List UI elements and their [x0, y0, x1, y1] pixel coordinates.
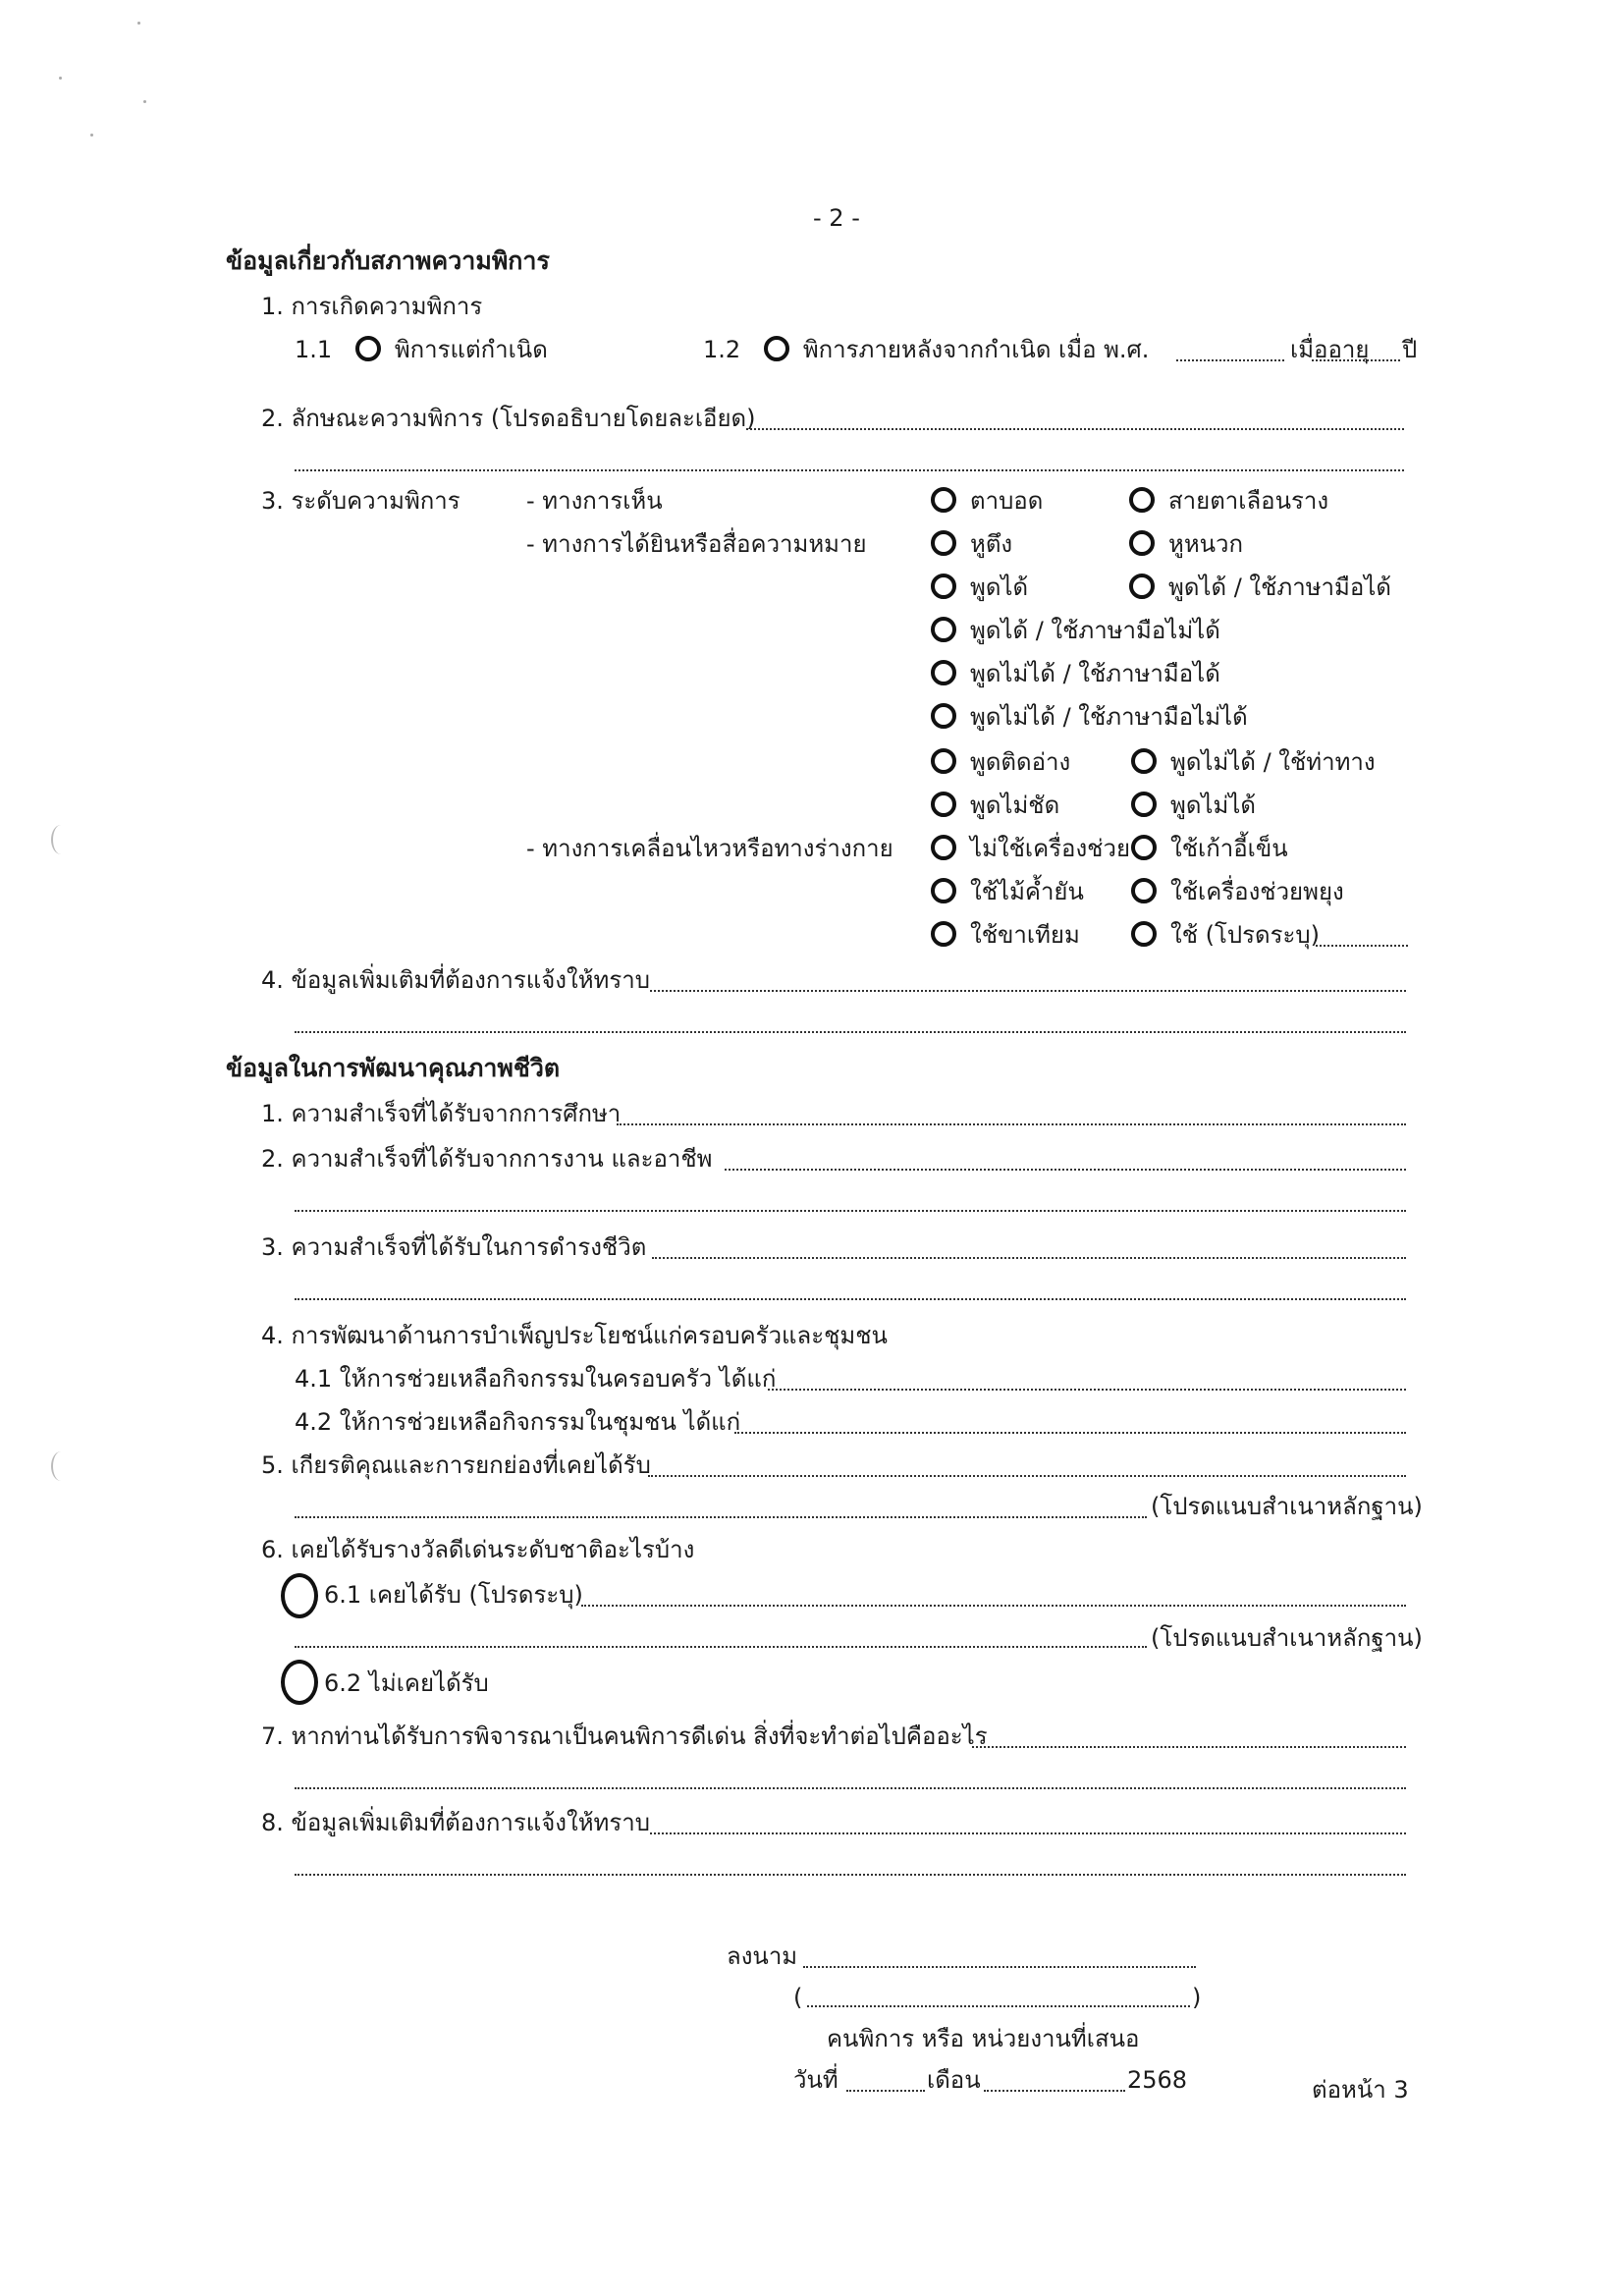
option-prosthetic[interactable]: ใช้ขาเทียม — [931, 919, 1080, 951]
scan-speck — [143, 100, 146, 103]
radio-circle-icon[interactable] — [931, 487, 956, 513]
name-paren-open: ( — [793, 1984, 803, 2011]
radio-circle-icon[interactable] — [931, 660, 956, 685]
radio-circle-icon[interactable] — [931, 574, 956, 599]
radio-never-received-icon[interactable] — [281, 1660, 318, 1705]
option-no-speak-no-sign[interactable]: พูดไม่ได้ / ใช้ภาษามือไม่ได้ — [931, 701, 1248, 733]
hearing-label: - ทางการได้ยินหรือสื่อความหมาย — [526, 530, 867, 558]
radio-circle-icon[interactable] — [931, 835, 956, 860]
option-wheelchair[interactable]: ใช้เก้าอี้เข็น — [1131, 833, 1288, 864]
radio-circle-icon[interactable] — [1131, 835, 1157, 860]
option-walker[interactable]: ใช้เครื่องช่วยพยุง — [1131, 876, 1344, 907]
additional-info-field-line2[interactable] — [295, 1031, 1406, 1033]
option-blind[interactable]: ตาบอด — [931, 485, 1043, 517]
radio-circle-icon[interactable] — [1129, 487, 1155, 513]
radio-circle-icon[interactable] — [764, 336, 789, 361]
section-heading-disability: ข้อมูลเกี่ยวกับสภาพความพิการ — [226, 246, 550, 275]
more-info-field-line2[interactable] — [295, 1874, 1406, 1876]
characteristics-field[interactable] — [746, 428, 1404, 430]
future-plans-field-line2[interactable] — [295, 1787, 1406, 1789]
radio-circle-icon[interactable] — [931, 703, 956, 729]
education-field[interactable] — [617, 1123, 1406, 1125]
radio-circle-icon[interactable] — [1129, 530, 1155, 556]
item-community-label: 4. การพัฒนาด้านการบำเพ็ญประโยชน์แก่ครอบครัวและชุมชน — [261, 1322, 888, 1349]
work-field[interactable] — [725, 1169, 1406, 1171]
characteristics-field-line2[interactable] — [295, 469, 1404, 471]
item-work-label: 2. ความสำเร็จที่ได้รับจากการงาน และอาชีพ — [261, 1145, 713, 1173]
option-hard-of-hearing[interactable]: หูตึง — [931, 528, 1012, 560]
award-received-field[interactable] — [581, 1605, 1406, 1607]
option-label: พิการแต่กำเนิด — [394, 336, 548, 363]
signature-field[interactable] — [803, 1966, 1196, 1968]
option-deaf[interactable]: หูหนวก — [1129, 528, 1243, 560]
date-month-label: เดือน — [927, 2066, 981, 2094]
work-field-line2[interactable] — [295, 1210, 1406, 1212]
option-unclear-speech[interactable]: พูดไม่ชัด — [931, 790, 1059, 821]
additional-info-field[interactable] — [650, 990, 1406, 992]
item-national-award-label: 6. เคยได้รับรางวัลดีเด่นระดับชาติอะไรบ้าง — [261, 1536, 695, 1563]
option-can-speak[interactable]: พูดได้ — [931, 572, 1028, 603]
option-speak-sign[interactable]: พูดได้ / ใช้ภาษามือได้ — [1129, 572, 1391, 603]
onset-option-acquired[interactable] — [703, 334, 1149, 365]
honors-field[interactable] — [648, 1475, 1406, 1477]
scan-speck — [59, 77, 62, 80]
award-received-label: 6.1 เคยได้รับ (โปรดระบุ) — [324, 1581, 583, 1609]
option-stutter[interactable]: พูดติดอ่าง — [931, 746, 1070, 778]
attach-evidence-note-2: (โปรดแนบสำเนาหลักฐาน) — [1151, 1624, 1423, 1652]
option-label: พิการภายหลังจากกำเนิด เมื่อ พ.ศ. — [802, 336, 1150, 363]
hole-punch-mark — [51, 825, 71, 854]
option-cannot-speak[interactable]: พูดไม่ได้ — [1131, 790, 1256, 821]
item-level-label: 3. ระดับความพิการ — [261, 487, 460, 515]
radio-circle-icon[interactable] — [931, 617, 956, 642]
other-aid-field[interactable] — [1316, 945, 1408, 947]
option-no-aid[interactable]: ไม่ใช้เครื่องช่วย — [931, 833, 1130, 864]
option-crutches[interactable]: ใช้ไม้ค้ำยัน — [931, 876, 1084, 907]
radio-circle-icon[interactable] — [931, 530, 956, 556]
future-plans-field[interactable] — [972, 1746, 1406, 1748]
name-paren-close: ) — [1192, 1984, 1202, 2011]
radio-circle-icon[interactable] — [1131, 921, 1157, 947]
honors-field-line2[interactable] — [295, 1516, 1147, 1518]
option-speak-no-sign[interactable]: พูดได้ / ใช้ภาษามือไม่ได้ — [931, 615, 1220, 646]
item-community-help-label: 4.2 ให้การช่วยเหลือกิจกรรมในชุมชน ได้แก่ — [295, 1408, 741, 1436]
printed-name-field[interactable] — [807, 2005, 1190, 2007]
page-number: - 2 - — [813, 204, 860, 232]
item-honors-label: 5. เกียรติคุณและการยกย่องที่เคยได้รับ — [261, 1451, 651, 1479]
acquired-year-field[interactable] — [1176, 359, 1284, 361]
radio-circle-icon[interactable] — [1131, 792, 1157, 817]
item-more-info-label: 8. ข้อมูลเพิ่มเติมที่ต้องการแจ้งให้ทราบ — [261, 1809, 650, 1836]
option-low-vision[interactable]: สายตาเลือนราง — [1129, 485, 1328, 517]
item-education-label: 1. ความสำเร็จที่ได้รับจากการศึกษา — [261, 1100, 622, 1127]
item-characteristics-label: 2. ลักษณะความพิการ (โปรดอธิบายโดยละเอียด) — [261, 405, 756, 432]
vision-label: - ทางการเห็น — [526, 487, 663, 515]
scan-speck — [90, 134, 93, 137]
radio-circle-icon[interactable] — [355, 336, 381, 361]
more-info-field[interactable] — [650, 1832, 1406, 1834]
age-field[interactable] — [1312, 359, 1400, 361]
age-label: เมื่ออายุ — [1290, 336, 1370, 363]
option-no-speak-sign[interactable]: พูดไม่ได้ / ใช้ภาษามือได้ — [931, 658, 1220, 689]
movement-label: - ทางการเคลื่อนไหวหรือทางร่างกาย — [526, 835, 893, 862]
radio-circle-icon[interactable] — [1131, 748, 1157, 774]
date-day-label: วันที่ — [793, 2066, 839, 2094]
scan-speck — [137, 22, 140, 25]
living-field-line2[interactable] — [295, 1298, 1406, 1300]
attach-evidence-note: (โปรดแนบสำเนาหลักฐาน) — [1151, 1493, 1423, 1520]
radio-circle-icon[interactable] — [931, 792, 956, 817]
option-other-specify[interactable]: ใช้ (โปรดระบุ) — [1131, 919, 1320, 951]
signature-label: ลงนาม — [727, 1942, 798, 1970]
date-day-field[interactable] — [846, 2090, 925, 2092]
living-field[interactable] — [652, 1257, 1406, 1259]
community-help-field[interactable] — [734, 1432, 1406, 1434]
radio-circle-icon[interactable] — [1131, 878, 1157, 903]
item-future-plans-label: 7. หากท่านได้รับการพิจารณาเป็นคนพิการดีเด่น สิ่งที่จะทำต่อไปคืออะไร — [261, 1722, 988, 1750]
radio-circle-icon[interactable] — [931, 878, 956, 903]
item-additional-info-label: 4. ข้อมูลเพิ่มเติมที่ต้องการแจ้งให้ทราบ — [261, 966, 650, 994]
item-living-label: 3. ความสำเร็จที่ได้รับในการดำรงชีวิต — [261, 1233, 647, 1261]
radio-circle-icon[interactable] — [931, 748, 956, 774]
onset-option-congenital[interactable] — [295, 334, 548, 365]
item-onset-label: 1. การเกิดความพิการ — [261, 293, 483, 320]
age-unit: ปี — [1402, 336, 1418, 363]
family-help-field[interactable] — [768, 1389, 1406, 1391]
award-never-received-label: 6.2 ไม่เคยได้รับ — [324, 1669, 489, 1697]
item-family-help-label: 4.1 ให้การช่วยเหลือกิจกรรมในครอบครัว ได้แก่ — [295, 1365, 777, 1393]
date-year: 2568 — [1127, 2066, 1188, 2094]
radio-received-icon[interactable] — [281, 1573, 318, 1618]
option-number: 1.2 — [703, 336, 741, 363]
radio-circle-icon[interactable] — [1129, 574, 1155, 599]
award-received-field-line2[interactable] — [295, 1646, 1147, 1648]
option-gesture[interactable]: พูดไม่ได้ / ใช้ท่าทาง — [1131, 746, 1376, 778]
date-month-field[interactable] — [984, 2090, 1125, 2092]
hole-punch-mark — [51, 1451, 71, 1481]
signer-role: คนพิการ หรือ หน่วยงานที่เสนอ — [827, 2025, 1140, 2052]
option-number: 1.1 — [295, 336, 333, 363]
continue-note: ต่อหน้า 3 — [1312, 2076, 1409, 2104]
section-heading-quality-of-life: ข้อมูลในการพัฒนาคุณภาพชีวิต — [226, 1054, 561, 1082]
radio-circle-icon[interactable] — [931, 921, 956, 947]
